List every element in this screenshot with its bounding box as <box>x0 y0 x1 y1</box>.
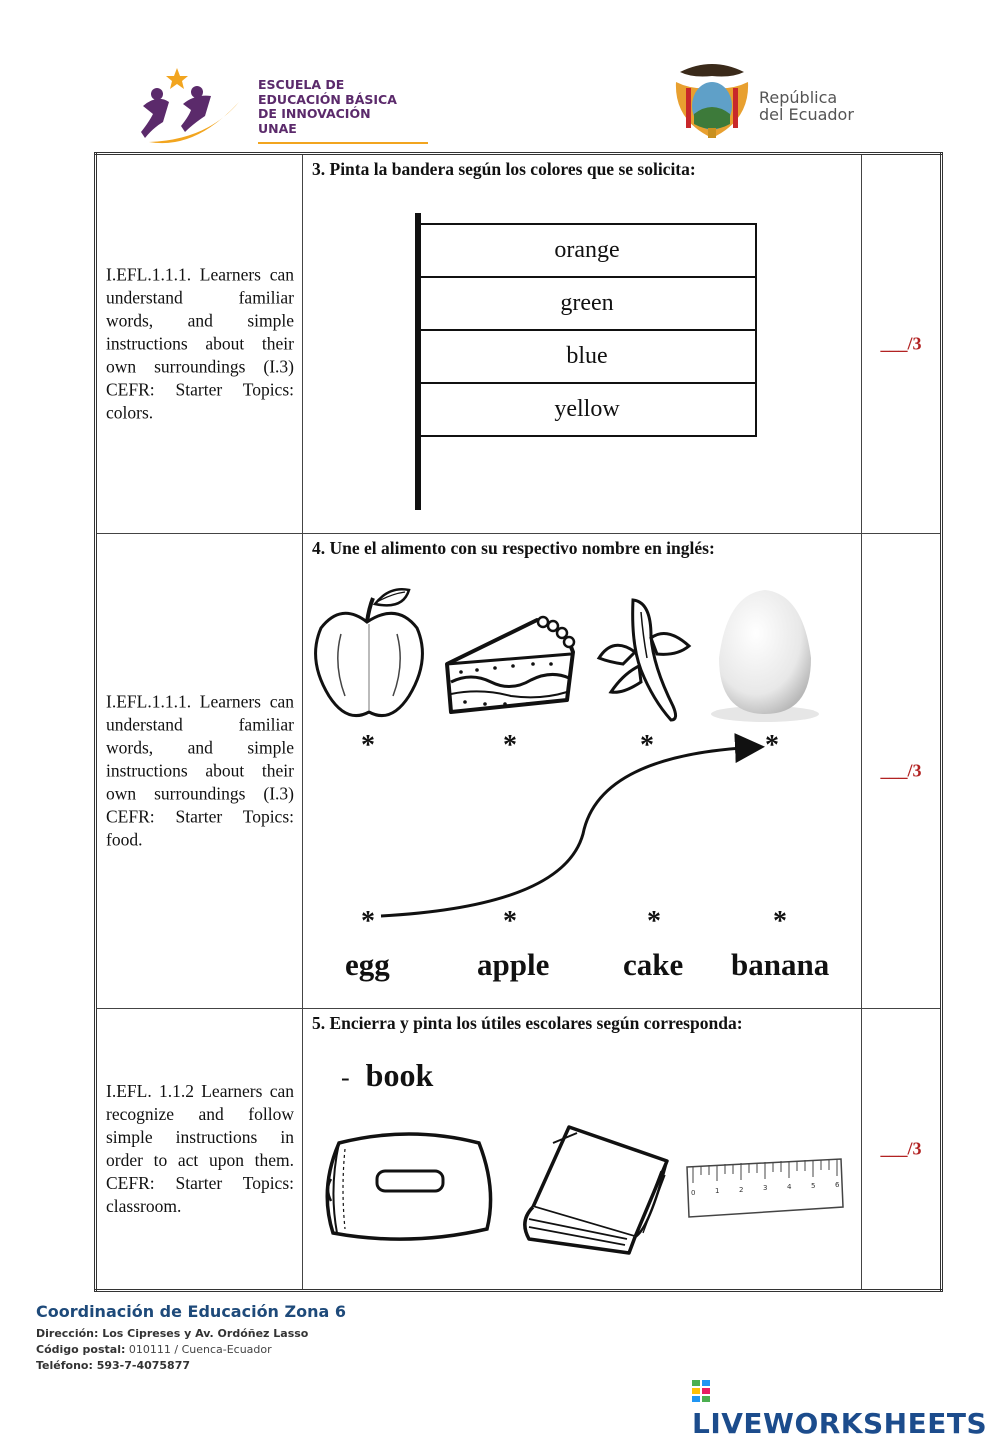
match-point[interactable]: * <box>773 906 787 937</box>
flag-stripe-yellow[interactable]: yellow <box>554 396 620 422</box>
school-name-line: EDUCACIÓN BÁSICA <box>258 91 397 107</box>
match-point[interactable]: * <box>640 730 654 761</box>
food-word-apple: apple <box>477 947 550 982</box>
indicator-cell <box>96 1009 303 1291</box>
match-point[interactable]: * <box>647 906 661 937</box>
score-blank[interactable]: ___/3 <box>880 333 922 354</box>
example-arrow-icon <box>303 534 862 1009</box>
indicator-text: I.EFL.1.1.1. Learners can understand familiar words, and simple instructions about their own surroundings (I.3) CEFR: Starter Topics: colors. <box>106 264 294 423</box>
liveworksheets-brand <box>692 1374 1000 1440</box>
table-row <box>96 154 942 534</box>
score-cell <box>862 1009 942 1291</box>
postal-value: 010111 / Cuenca-Ecuador <box>128 1343 272 1356</box>
indicator-cell <box>96 534 303 1009</box>
school-name <box>258 78 397 136</box>
worksheet-table <box>94 152 943 1292</box>
table-row <box>96 1009 942 1291</box>
brand-text: LIVEWORKSHEETS <box>692 1407 988 1440</box>
ruler-number: 4 <box>787 1183 792 1191</box>
country-name-line: del Ecuador <box>759 105 854 124</box>
match-point[interactable]: * <box>503 906 517 937</box>
food-word-cake: cake <box>623 947 684 982</box>
indicator-cell <box>96 154 303 534</box>
flag-stripe-blue[interactable]: blue <box>419 331 755 384</box>
school-name-line: UNAE <box>258 120 297 136</box>
question-title: 5. Encierra y pinta los útiles escolares según corresponda: <box>312 1013 743 1033</box>
ruler-icon[interactable] <box>685 1157 845 1221</box>
flag-stripe-green[interactable]: green <box>419 278 755 331</box>
food-word-banana: banana <box>731 947 830 982</box>
phone-text: Teléfono: 593-7-4075877 <box>36 1359 191 1372</box>
ruler-number: 2 <box>739 1186 744 1194</box>
match-point[interactable]: * <box>361 906 375 937</box>
activity-cell <box>303 1009 862 1291</box>
ruler-number: 6 <box>835 1181 840 1189</box>
ruler-number: 3 <box>763 1184 768 1192</box>
food-word-egg: egg <box>345 947 390 982</box>
ecuador-logo <box>672 60 892 145</box>
match-point[interactable]: * <box>361 730 375 761</box>
school-name-line: ESCUELA DE <box>258 77 345 92</box>
country-name-line: República <box>759 88 838 107</box>
country-name <box>759 89 854 123</box>
activity-cell <box>303 534 862 1009</box>
footer-phone <box>36 1358 346 1374</box>
score-blank[interactable]: ___/3 <box>880 1138 922 1159</box>
match-point[interactable]: * <box>503 730 517 761</box>
flag <box>419 223 757 437</box>
coat-of-arms-icon <box>672 60 752 145</box>
school-logo <box>135 66 435 146</box>
indicator-text: I.EFL.1.1.1. Learners can understand familiar words, and simple instructions about their own surroundings (I.3) CEFR: Starter Topics: food. <box>106 691 294 850</box>
pencil-case-icon[interactable] <box>319 1129 497 1247</box>
footer-title: Coordinación de Educación Zona 6 <box>36 1302 346 1321</box>
address-text: Dirección: Los Cipreses y Av. Ordóñez Lasso <box>36 1327 309 1340</box>
school-emblem-icon <box>135 66 255 146</box>
target-word <box>341 1057 433 1094</box>
book-icon[interactable] <box>517 1119 671 1257</box>
postal-label: Código postal: <box>36 1343 126 1356</box>
footer-postal <box>36 1342 346 1358</box>
ruler-number: 5 <box>811 1182 816 1190</box>
ruler-number: 0 <box>691 1189 696 1197</box>
indicator-text: I.EFL. 1.1.2 Learners can recognize and follow simple instructions in order to act upon them. CEFR: Starter Topics: classroom. <box>106 1081 294 1216</box>
footer <box>36 1302 346 1374</box>
activity-cell <box>303 154 862 534</box>
logo-underline <box>258 142 428 144</box>
match-point[interactable]: * <box>765 730 779 761</box>
score-cell <box>862 534 942 1009</box>
table-row <box>96 534 942 1009</box>
score-cell <box>862 154 942 534</box>
ruler-number: 1 <box>715 1187 720 1195</box>
question-title: 4. Une el alimento con su respectivo nombre en inglés: <box>312 538 715 558</box>
liveworksheets-logo-icon <box>692 1380 710 1402</box>
school-name-line: DE INNOVACIÓN <box>258 106 371 121</box>
target-word-book: book <box>365 1057 434 1093</box>
footer-address <box>36 1326 346 1342</box>
question-title: 3. Pinta la bandera según los colores que se solicita: <box>312 159 696 179</box>
score-blank[interactable]: ___/3 <box>880 760 922 781</box>
flag-stripe-orange[interactable]: orange <box>419 225 755 278</box>
bullet-dash: - <box>341 1063 350 1092</box>
